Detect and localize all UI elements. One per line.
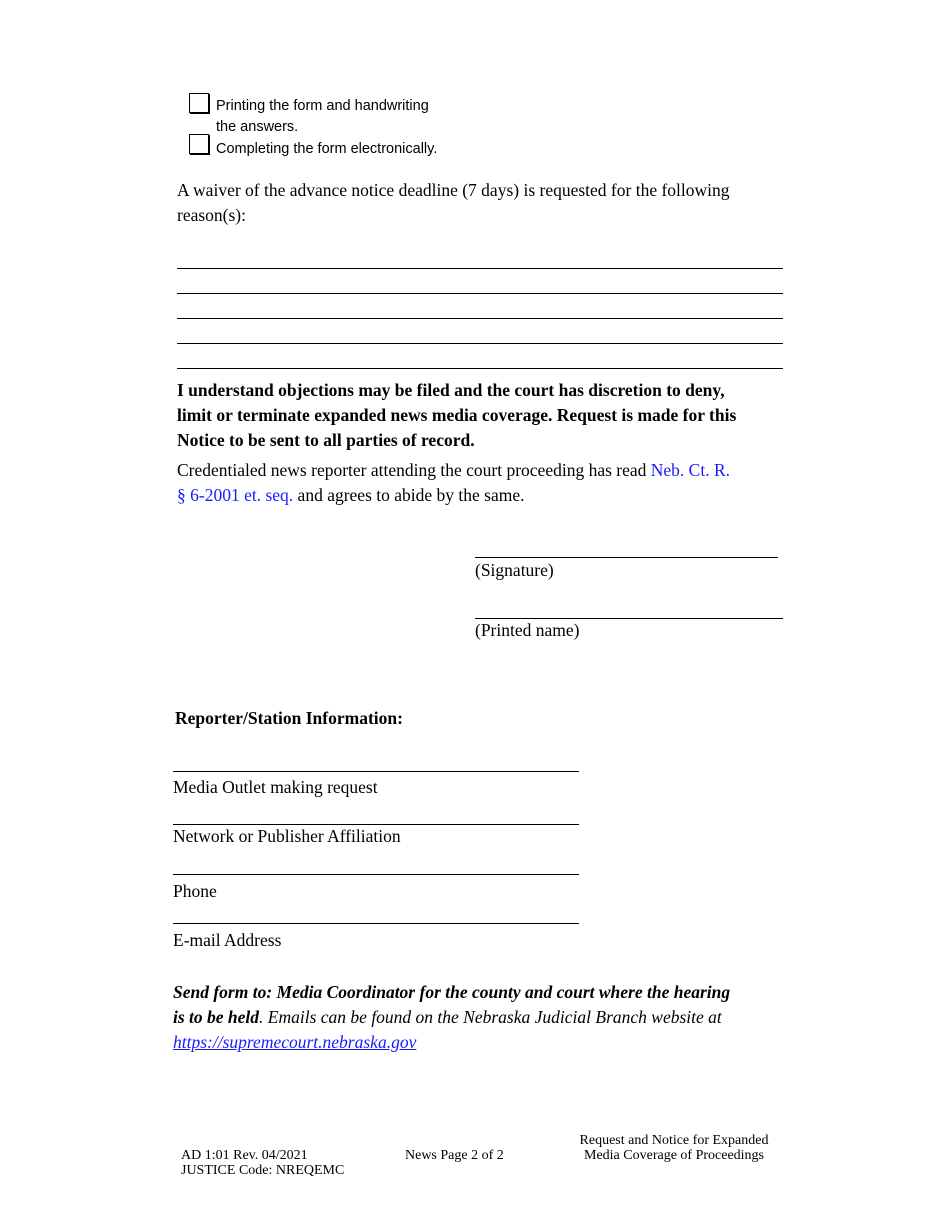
network-label: Network or Publisher Affiliation: [173, 826, 401, 846]
footer-title-line2: Media Coverage of Proceedings: [584, 1148, 764, 1163]
reason-line-1[interactable]: [177, 268, 783, 269]
media-outlet-label: Media Outlet making request: [173, 777, 378, 797]
footer-form-number: AD 1:01 Rev. 04/2021: [181, 1148, 308, 1163]
reason-line-3[interactable]: [177, 318, 783, 319]
footer-form-title: [566, 1133, 782, 1163]
reporter-heading: Reporter/Station Information:: [175, 708, 403, 728]
waiver-text-line1: A waiver of the advance notice deadline (7 days) is requested for the following: [177, 180, 730, 200]
email-label: E-mail Address: [173, 930, 282, 950]
understanding-line3: Notice to be sent to all parties of record.: [177, 430, 475, 450]
email-line[interactable]: [173, 923, 579, 924]
electronic-label: Completing the form electronically.: [216, 141, 438, 157]
send-line1: Send form to: Media Coordinator for the county and court where the hearing: [173, 982, 731, 1002]
printed-name-label: (Printed name): [475, 620, 580, 640]
credential-statement: [177, 458, 797, 508]
understanding-line1: I understand objections may be filed and the court has discretion to deny,: [177, 380, 725, 400]
phone-line[interactable]: [173, 874, 579, 875]
footer-page-number: News Page 2 of 2: [405, 1148, 504, 1163]
send-bold-line2: is to be held: [173, 1007, 260, 1027]
phone-label: Phone: [173, 881, 217, 901]
footer-form-info: [181, 1148, 344, 1178]
footer-justice-code: JUSTICE Code: NREQEMC: [181, 1163, 345, 1178]
print-handwrite-label-line1: Printing the form and handwriting: [216, 98, 429, 114]
understanding-statement: [177, 378, 817, 453]
credential-text-after: and agrees to abide by the same.: [293, 485, 525, 505]
reason-line-5[interactable]: [177, 368, 783, 369]
reason-line-4[interactable]: [177, 343, 783, 344]
media-outlet-line[interactable]: [173, 771, 579, 772]
waiver-text: [177, 178, 797, 228]
send-italic-rest: . Emails can be found on the Nebraska Judicial Branch website at: [259, 1007, 722, 1027]
understanding-line2: limit or terminate expanded news media coverage. Request is made for this: [177, 405, 737, 425]
reason-line-2[interactable]: [177, 293, 783, 294]
supreme-court-website-link[interactable]: https://supremecourt.nebraska.gov: [173, 1032, 417, 1052]
electronic-checkbox[interactable]: [189, 134, 209, 154]
court-rule-link-cont[interactable]: § 6-2001 et. seq.: [177, 485, 294, 505]
print-handwrite-label: [216, 96, 429, 138]
footer-title-line1: Request and Notice for Expanded: [579, 1133, 769, 1148]
print-handwrite-checkbox[interactable]: [189, 93, 209, 113]
court-rule-link[interactable]: Neb. Ct. R.: [650, 460, 731, 480]
print-handwrite-label-line2: the answers.: [216, 119, 299, 135]
send-instructions: [173, 980, 813, 1055]
waiver-text-line2: reason(s):: [177, 205, 247, 225]
credential-text-before: Credentialed news reporter attending the court proceeding has read: [177, 460, 651, 480]
signature-label: (Signature): [475, 560, 554, 580]
